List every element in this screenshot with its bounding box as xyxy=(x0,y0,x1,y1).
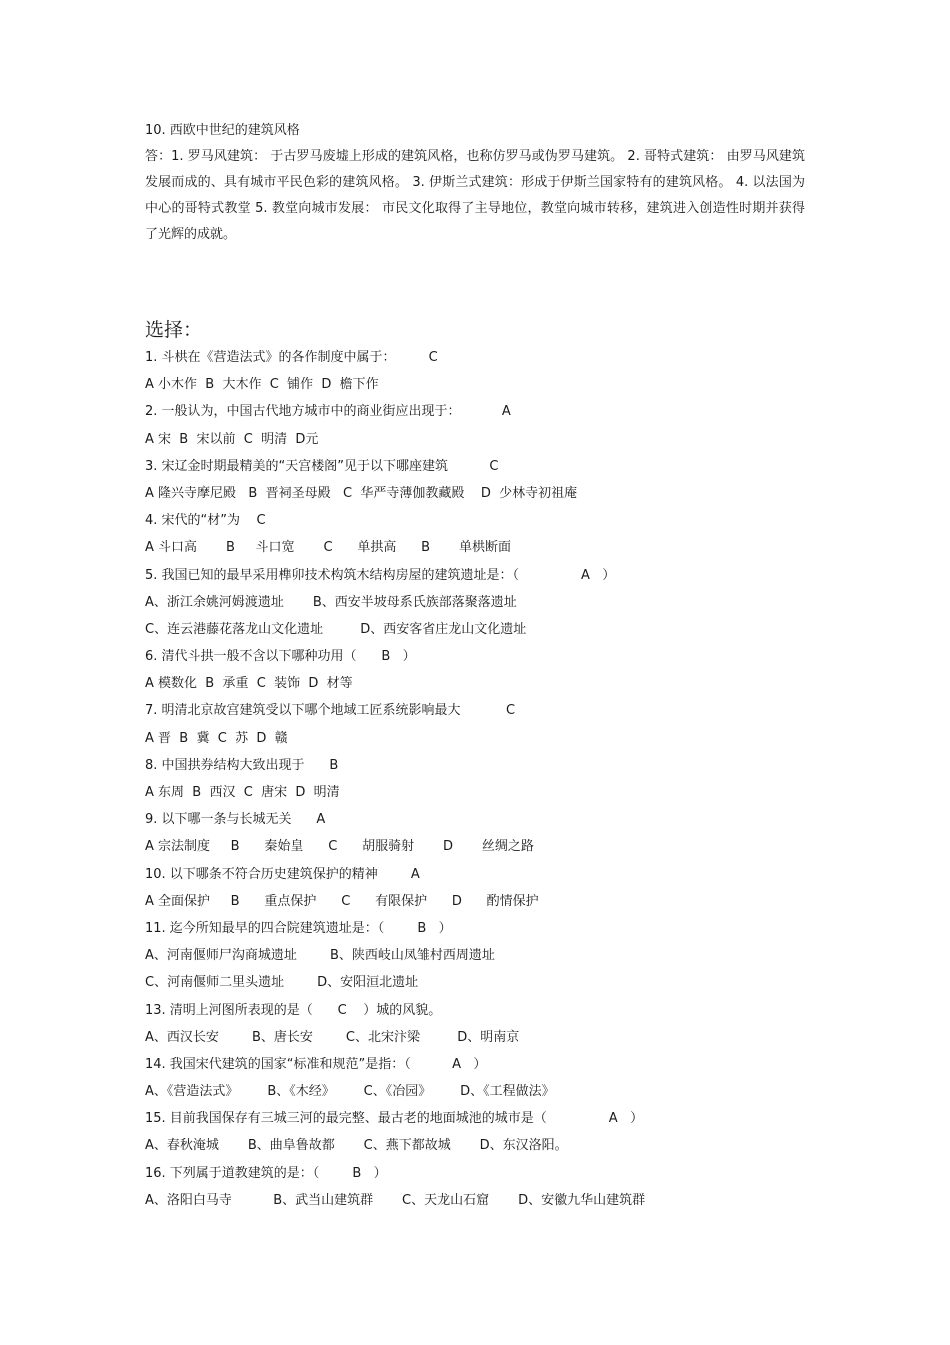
answer-options: A 斗口高 B 斗口宽 C 单拱高 B 单栱断面 xyxy=(145,540,511,556)
answer-options: A 宋 B 宋以前 C 明清 D元 xyxy=(145,431,319,447)
answer-options: A、洛阳白马寺 B、武当山建筑群 C、天龙山石窟 D、安徽九华山建筑群 xyxy=(145,1192,646,1208)
question-stem: 10. 以下哪条不符合历史建筑保护的精神 A xyxy=(145,866,420,882)
question-stem: 11. 迄今所知最早的四合院建筑遗址是：（ B ） xyxy=(145,920,452,936)
question-list xyxy=(145,344,825,1214)
question-stem: 2. 一般认为，中国古代地方城市中的商业街应出现于： A xyxy=(145,404,511,420)
answer-options: A、《营造法式》 B、《木经》 C、《冶园》 D、《工程做法》 xyxy=(145,1084,555,1100)
essay-answer-text: 答：1. 罗马风建筑： 于古罗马废墟上形成的建筑风格，也称仿罗马或伪罗马建筑。 2. 哥特式建筑： 由罗马风建筑发展而成的、具有城市平民色彩的建筑风格。 3. 伊斯兰式建筑：形成于伊斯兰国家特有的建筑风格。 4. 以法国为中心的哥特式教堂 5. 教堂向城市发展： 市民文化取得了主导地位，教堂向城市转移，建筑进入创造性时期并获得了光辉的成就。 xyxy=(145,149,805,242)
answer-options: A 模数化 B 承重 C 装饰 D 材等 xyxy=(145,676,353,692)
question-stem: 6. 清代斗拱一般不含以下哪种功用（ B ） xyxy=(145,649,416,665)
answer-options: A 晋 B 冀 C 苏 D 赣 xyxy=(145,730,288,746)
answer-options: C、河南偃师二里头遗址 D、安阳洹北遗址 xyxy=(145,975,419,991)
question-stem: 1. 斗栱在《营造法式》的各作制度中属于： C xyxy=(145,350,438,365)
question-stem: 3. 宋辽金时期最精美的“天宫楼阁”见于以下哪座建筑 C xyxy=(145,458,499,474)
answer-options: A 东周 B 西汉 C 唐宋 D 明清 xyxy=(145,785,340,800)
answer-options: A 小木作 B 大木作 C 铺作 D 檐下作 xyxy=(145,377,379,393)
answer-options: A、浙江余姚河姆渡遗址 B、西安半坡母系氏族部落聚落遗址 xyxy=(145,594,517,610)
question-stem: 16. 下列属于道教建筑的是：（ B ） xyxy=(145,1165,387,1181)
essay-section xyxy=(145,118,805,248)
question-stem: 7. 明清北京故宫建筑受以下哪个地域工匠系统影响最大 C xyxy=(145,703,516,719)
answer-options: A 全面保护 B 重点保护 C 有限保护 D 酌情保护 xyxy=(145,893,539,909)
question-stem: 8. 中国拱券结构大致出现于 B xyxy=(145,757,339,773)
question-stem: 15. 目前我国保存有三城三河的最完整、最古老的地面城池的城市是（ A ） xyxy=(145,1111,644,1127)
answer-options: A、春秋淹城 B、曲阜鲁故都 C、燕下都故城 D、东汉洛阳。 xyxy=(145,1138,568,1154)
answer-options: A 隆兴寺摩尼殿 B 晋祠圣母殿 C 华严寺薄伽教藏殿 D 少林寺初祖庵 xyxy=(145,485,578,501)
answer-options: C、连云港藤花落龙山文化遗址 D、西安客省庄龙山文化遗址 xyxy=(145,621,527,637)
section-heading: 选择： xyxy=(145,319,203,341)
question-stem: 14. 我国宋代建筑的国家“标准和规范”是指：（ A ） xyxy=(145,1056,487,1072)
question-stem: 4. 宋代的“材”为 C xyxy=(145,513,266,529)
question-stem: 9. 以下哪一条与长城无关 A xyxy=(145,812,326,828)
answer-options: A、河南偃师尸沟商城遗址 B、陕西岐山凤雏村西周遗址 xyxy=(145,948,495,964)
question-stem: 13. 清明上河图所表现的是（ C ）城的风貌。 xyxy=(145,1002,442,1018)
essay-question-title: 10. 西欧中世纪的建筑风格 xyxy=(145,123,300,138)
question-stem: 5. 我国已知的最早采用榫卯技术构筑木结构房屋的建筑遗址是：（ A ） xyxy=(145,567,616,583)
answer-options: A 宗法制度 B 秦始皇 C 胡服骑射 D 丝绸之路 xyxy=(145,839,534,855)
answer-options: A、西汉长安 B、唐长安 C、北宋汴梁 D、明南京 xyxy=(145,1029,520,1045)
